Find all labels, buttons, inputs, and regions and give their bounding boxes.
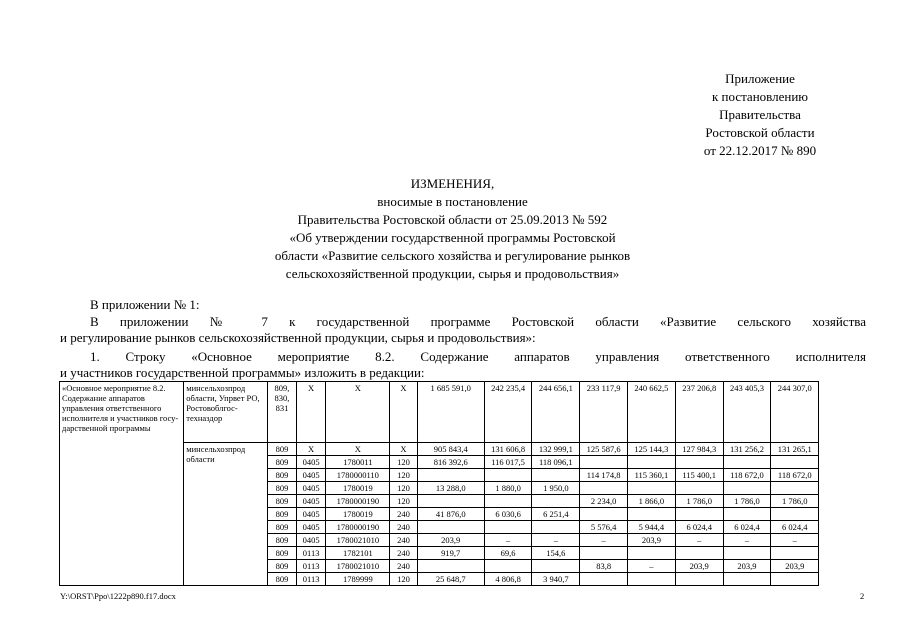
document-title — [180, 175, 725, 283]
table-cell — [532, 495, 580, 508]
table-cell: 816 392,6 — [417, 456, 484, 469]
paragraph-4-text: 1. Строку «Основное мероприятие 8.2. Содержание аппаратов управления ответственного исполнителя — [90, 349, 866, 364]
table-cell: 1780021010 — [326, 560, 390, 573]
table-cell: 118 096,1 — [532, 456, 580, 469]
measure-cell: «Основное мероприятие 8.2. Содержание аппаратов управления ответственного исполнителя и участников госу-дарственной программы — [60, 382, 184, 586]
table-cell: 809 — [268, 534, 297, 547]
table-cell: 203,9 — [771, 560, 819, 573]
table-cell: 905 843,4 — [417, 443, 484, 456]
table-cell: 115 400,1 — [675, 469, 723, 482]
table-cell: 233 117,9 — [580, 382, 628, 443]
table-cell — [484, 560, 532, 573]
table-cell — [675, 573, 723, 586]
paragraph-4 — [60, 349, 866, 365]
table-cell — [417, 560, 484, 573]
table-cell — [628, 508, 676, 521]
table-cell: 919,7 — [417, 547, 484, 560]
table-cell: 203,9 — [723, 560, 771, 573]
table-cell — [580, 456, 628, 469]
table-cell: 242 235,4 — [484, 382, 532, 443]
table-cell: 118 672,0 — [723, 469, 771, 482]
table-cell — [532, 560, 580, 573]
table-cell: 6 024,4 — [771, 521, 819, 534]
table-cell: Х — [390, 382, 418, 443]
table-cell — [675, 547, 723, 560]
paragraph-3: и регулирование рынков сельскохозяйственной продукции, сырья и продовольствия»: — [60, 330, 536, 345]
table-cell: 240 — [390, 508, 418, 521]
table-cell: – — [675, 534, 723, 547]
table-cell: 0405 — [296, 456, 326, 469]
table-cell: 240 — [390, 534, 418, 547]
table-cell: 1 786,0 — [771, 495, 819, 508]
table-cell: 4 806,8 — [484, 573, 532, 586]
paragraph-1: В приложении № 1: — [90, 297, 200, 312]
table-cell: 154,6 — [532, 547, 580, 560]
table-cell: 5 944,4 — [628, 521, 676, 534]
table-cell: 1 786,0 — [723, 495, 771, 508]
table-cell: 131 265,1 — [771, 443, 819, 456]
table-cell: 2 234,0 — [580, 495, 628, 508]
table-cell: 6 251,4 — [532, 508, 580, 521]
table-cell — [771, 456, 819, 469]
table-cell: 240 — [390, 547, 418, 560]
table-cell: Х — [326, 382, 390, 443]
paragraph-2-text: В приложении № 7 к государственной программе Ростовской области «Развитие сельского хозяйства — [90, 314, 866, 329]
table-cell — [628, 482, 676, 495]
paragraph-5: и участников государственной программы» изложить в редакции: — [60, 365, 425, 380]
table-cell — [580, 482, 628, 495]
table-cell — [628, 456, 676, 469]
table-cell: 244 656,1 — [532, 382, 580, 443]
paragraph-2 — [60, 314, 866, 330]
appendix-line: к постановлению — [711, 89, 809, 104]
table-cell: 809 — [268, 573, 297, 586]
table-cell: 1 685 591,0 — [417, 382, 484, 443]
page-number: 2 — [860, 591, 865, 601]
table-cell: – — [628, 560, 676, 573]
table-cell: 1 866,0 — [628, 495, 676, 508]
table-cell — [417, 469, 484, 482]
table-cell — [484, 521, 532, 534]
table-cell — [532, 469, 580, 482]
table-cell — [723, 508, 771, 521]
table-cell — [628, 573, 676, 586]
table-cell: 0405 — [296, 521, 326, 534]
appendix-line: Приложение — [725, 71, 795, 86]
table-cell — [484, 469, 532, 482]
table-cell — [723, 547, 771, 560]
table-cell — [580, 547, 628, 560]
table-cell: 120 — [390, 573, 418, 586]
table-cell: – — [580, 534, 628, 547]
table-cell: 1 950,0 — [532, 482, 580, 495]
table-cell: 131 606,8 — [484, 443, 532, 456]
table-cell: 120 — [390, 456, 418, 469]
title-line: «Об утверждении государственной программы Ростовской — [289, 230, 616, 245]
table-cell: 203,9 — [628, 534, 676, 547]
table-cell — [723, 456, 771, 469]
table-cell — [675, 508, 723, 521]
table-cell: 125 587,6 — [580, 443, 628, 456]
table-cell — [771, 547, 819, 560]
title-line: области «Развитие сельского хозяйства и регулирование рынков — [274, 248, 631, 263]
table-cell: 69,6 — [484, 547, 532, 560]
title-line: ИЗМЕНЕНИЯ, — [410, 176, 495, 191]
table-cell: 1780000110 — [326, 469, 390, 482]
appendix-line: Правительства — [719, 107, 801, 122]
table-cell: 1 786,0 — [675, 495, 723, 508]
table-cell: 1789999 — [326, 573, 390, 586]
table-cell: Х — [296, 382, 326, 443]
table-cell: 132 999,1 — [532, 443, 580, 456]
table-cell: – — [723, 534, 771, 547]
table-cell: 0405 — [296, 482, 326, 495]
table-cell: 809 — [268, 482, 297, 495]
table-cell: 244 307,0 — [771, 382, 819, 443]
table-cell: 5 576,4 — [580, 521, 628, 534]
table-cell — [723, 573, 771, 586]
budget-table — [59, 381, 867, 586]
table-cell: 1782101 — [326, 547, 390, 560]
table-cell: 240 — [390, 521, 418, 534]
table-cell: – — [771, 534, 819, 547]
table-cell: 0405 — [296, 534, 326, 547]
table-cell: 237 206,8 — [675, 382, 723, 443]
table-cell: 0113 — [296, 560, 326, 573]
table-cell: 809 — [268, 443, 297, 456]
table-cell: 240 — [390, 560, 418, 573]
table-cell: 6 024,4 — [723, 521, 771, 534]
table-row — [60, 382, 867, 443]
table-cell: 120 — [390, 469, 418, 482]
executor-cell: минсельхозпрод области — [184, 443, 268, 586]
table-cell: 809 — [268, 495, 297, 508]
table-cell: 13 288,0 — [417, 482, 484, 495]
title-line: Правительства Ростовской области от 25.09.2013 № 592 — [297, 212, 608, 227]
table-cell: 203,9 — [417, 534, 484, 547]
table-cell: 240 662,5 — [628, 382, 676, 443]
table-cell: 1780000190 — [326, 495, 390, 508]
table-cell: 6 030,6 — [484, 508, 532, 521]
table-cell — [580, 508, 628, 521]
table-cell: 0113 — [296, 547, 326, 560]
table-cell — [771, 573, 819, 586]
appendix-line: Ростовской области — [705, 125, 815, 140]
table-cell: 115 360,1 — [628, 469, 676, 482]
table-cell: 809 — [268, 560, 297, 573]
table-cell — [484, 495, 532, 508]
table-cell: 83,8 — [580, 560, 628, 573]
table-cell — [628, 547, 676, 560]
table-cell: 809 — [268, 547, 297, 560]
table-cell: 114 174,8 — [580, 469, 628, 482]
table-cell: Х — [296, 443, 326, 456]
table-cell: 131 256,2 — [723, 443, 771, 456]
table-cell: 1780011 — [326, 456, 390, 469]
table-cell: Х — [326, 443, 390, 456]
table-cell: 116 017,5 — [484, 456, 532, 469]
table-cell — [675, 482, 723, 495]
table-cell: 120 — [390, 495, 418, 508]
table-cell — [675, 456, 723, 469]
table-cell: 6 024,4 — [675, 521, 723, 534]
table-cell: 0405 — [296, 469, 326, 482]
table-cell: 1780021010 — [326, 534, 390, 547]
table-cell: 809 — [268, 521, 297, 534]
table-cell: 0405 — [296, 508, 326, 521]
title-line: сельскохозяйственной продукции, сырья и продовольствия» — [285, 266, 620, 281]
table-cell — [723, 482, 771, 495]
table-cell: 809 — [268, 508, 297, 521]
table-cell — [771, 482, 819, 495]
table-cell: 1780019 — [326, 508, 390, 521]
table-cell: 1780019 — [326, 482, 390, 495]
table-cell: – — [532, 534, 580, 547]
table-cell — [580, 573, 628, 586]
table-cell — [417, 521, 484, 534]
table-cell: 41 876,0 — [417, 508, 484, 521]
table-cell: – — [484, 534, 532, 547]
table-cell: Х — [390, 443, 418, 456]
table-cell — [417, 495, 484, 508]
table-cell: 1780000190 — [326, 521, 390, 534]
table-cell: 120 — [390, 482, 418, 495]
table-cell: 809 — [268, 456, 297, 469]
table-cell: 25 648,7 — [417, 573, 484, 586]
table-cell: 118 672,0 — [771, 469, 819, 482]
title-line: вносимые в постановление — [377, 194, 528, 209]
table-cell: 809, 830, 831 — [268, 382, 297, 443]
table-cell: 809 — [268, 469, 297, 482]
appendix-block — [640, 70, 880, 160]
table-cell — [532, 521, 580, 534]
table-cell: 127 984,3 — [675, 443, 723, 456]
table-cell: 0113 — [296, 573, 326, 586]
table-cell: 3 940,7 — [532, 573, 580, 586]
table-cell: 243 405,3 — [723, 382, 771, 443]
table-cell: 1 880,0 — [484, 482, 532, 495]
table-cell: 0405 — [296, 495, 326, 508]
table-cell — [771, 508, 819, 521]
table-cell: 203,9 — [675, 560, 723, 573]
appendix-line: от 22.12.2017 № 890 — [703, 143, 817, 158]
file-path: Y:\ORST\Ppo\1222p890.f17.docx — [60, 591, 176, 601]
executor-cell: минсельхозпрод области, Упрвет РО, Ростовоблгос-техназдор — [184, 382, 268, 443]
table-cell: 125 144,3 — [628, 443, 676, 456]
